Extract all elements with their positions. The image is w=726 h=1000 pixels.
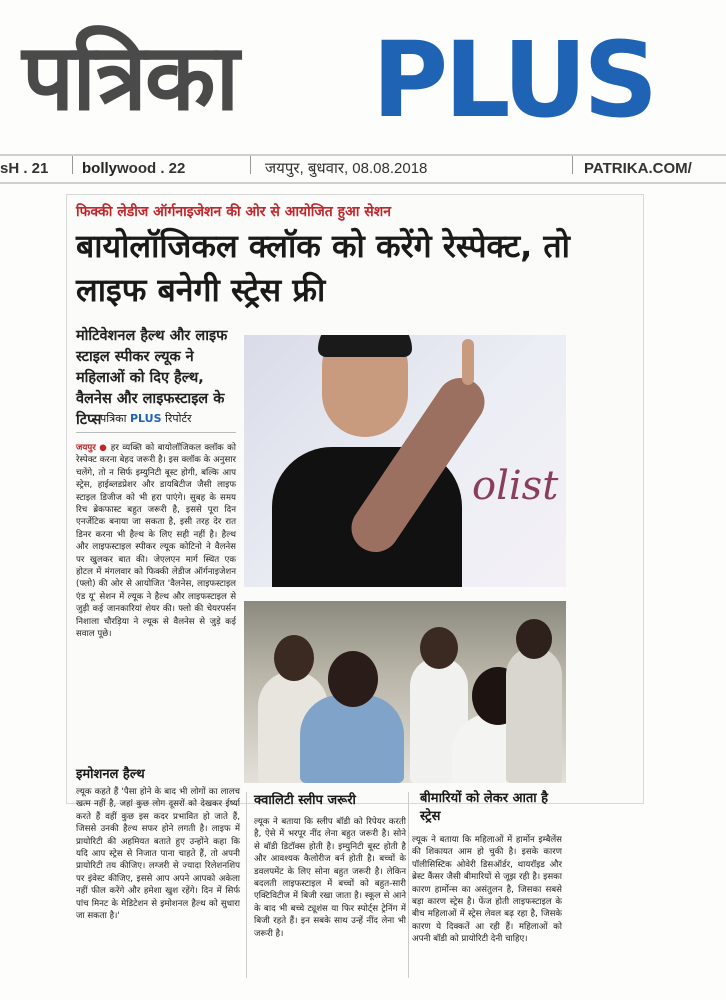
strip-section-part-b: wood . 22 xyxy=(117,160,186,177)
photo-figure-finger xyxy=(462,339,474,385)
column-divider xyxy=(408,792,409,978)
photo-figure-hair xyxy=(318,335,412,357)
audience-photo xyxy=(244,601,566,783)
strip-date: जयपुर, बुधवार, 08.08.2018 xyxy=(265,160,428,177)
strip-divider xyxy=(72,156,73,174)
section-strip xyxy=(0,154,726,184)
strip-divider xyxy=(250,156,251,174)
dateline-bullet-icon: ● xyxy=(99,443,108,453)
article-kicker: फिक्की लेडीज ऑर्गनाइजेशन की ओर से आयोजित हुआ सेशन xyxy=(76,204,392,220)
strip-section-part-a: bolly xyxy=(82,160,118,177)
byline-role: रिपोर्टर xyxy=(165,412,192,425)
strip-left-fragment: sH . 21 xyxy=(0,160,49,177)
brand-logo-plus: PLUS xyxy=(372,19,655,141)
photo-person-head xyxy=(328,651,378,707)
body-column-1 xyxy=(76,442,236,641)
byline-plus: PLUS xyxy=(129,412,162,425)
brand-logo-hindi: पत्रिका xyxy=(22,24,238,131)
body-column-stress: ल्यूक ने बताया कि महिलाओं में हार्मोन इम्बैलेंस की शिकायत आम हो चुकी है। इसके कारण पॉलीसिस्टिक ओवेरी डिसऑर्डर, थायरॉइड और ब्रेस्ट कैंसर जैसी बीमारियों से जूझ रही है। इसका कारण हार्मोन्स का असंतुलन है, जिसका सबसे बड़ा कारण स्ट्रेस है। फेंज होती लाइफस्टाइल के बीच महिलाओं में स्ट्रेस लेवल बढ़ रहा है, जिसके कारण ये दिक्कतें आ रही हैं। महिलाओं को अपनी बॉडी को प्रायोरिटी देनी चाहिए। xyxy=(412,835,562,945)
article-deck: मोटिवेशनल हैल्थ और लाइफ स्टाइल स्पीकर ल्यूक ने महिलाओं को दिए हैल्थ, वैलनेस और लाइफस्टाइल के टिप्स xyxy=(76,328,228,428)
photo-backdrop-text: olist xyxy=(472,463,559,509)
strip-section xyxy=(82,156,185,182)
subheading-emotional-health: इमोशनल हैल्थ xyxy=(76,767,145,782)
strip-site: PATRIKA.COM/ xyxy=(584,160,692,177)
body-text-intro: हर व्यक्ति को बायोलॉजिकल क्लॉक को रेस्पेक्ट करना बेहद जरूरी है। इस क्लॉक के अनुसार चलेंगे, तो न सिर्फ इम्युनिटी बूस्ट होगी, बल्कि आप स्ट्रेस, हाईब्लडप्रेशर और डायबिटीज जैसी लाइफ स्टाइल डिजीज को भी हरा पाएंगे। सुबह के समय रिच ब्रेकफास्ट बहुत जरूरी है, इससे पूरा दिन एनर्जेटिक बनाया जा सकता है, इसी तरह देर रात डिनर करना भी हैल्थ के लिए सही नहीं है। हैल्थ और लाइफस्टाइल स्पीकर ल्यूक कोटिनो ने वैलनेस पर खुलकर बात की। जेएलएन मार्ग स्थित एक होटल में मंगलवार को फिक्की लेडीज ऑर्गनाइजेशन (फ्लो) की ओर से आयोजित 'वैलनेस, लाइफस्टाइल एंड यू' सेशन में ल्यूक ने हैल्थ और लाइफस्टाइल से जुड़ी कई जानकारियां शेयर की। फ्लो की चेयरपर्सन निशाला चौरड़िया ने ल्यूक से वैलनेस से जुड़े कई सवाल पूछे। xyxy=(76,443,237,640)
byline-divider xyxy=(76,432,236,433)
photo-person xyxy=(506,647,562,783)
column-divider xyxy=(246,792,247,978)
body-column-quality-sleep: ल्यूक ने बताया कि स्लीप बॉडी को रिपेयर करती है, ऐसे में भरपूर नींद लेना बहुत जरूरी है। सोने से बॉडी डिटॉक्स होती है। इम्युनिटी बूस्ट होती है और आवश्यक कैलोरीज बर्न होती है। बच्चों के डवलपमेंट के लिए सोना बहुत जरूरी है। लेकिन बदलती लाइफस्टाइल में बच्चों को बहुत-सारी एक्टिविटीज में बिजी रखा जाता है। स्कूल से आने के बाद भी बच्चे ट्यूशंस या फिर स्पोर्ट्स ट्रेनिंग में बिजी रहते हैं। इन सबके साथ उन्हें नींद लेना भी जरूरी है। xyxy=(254,817,406,939)
byline-name: पत्रिका xyxy=(100,412,127,425)
speaker-photo xyxy=(244,335,566,587)
article-headline: बायोलॉजिकल क्लॉक को करेंगे रेस्पेक्ट, तो लाइफ बनेगी स्ट्रेस फ्री xyxy=(76,227,570,309)
byline xyxy=(100,411,192,426)
masthead xyxy=(0,0,726,148)
strip-divider xyxy=(572,156,573,174)
body-column-emotional-health: ल्यूक कहते हैं 'पैसा होने के बाद भी लोगों का लालच खत्म नहीं है, जहां कुछ लोग दूसरों को देखकर ईर्ष्या करते हैं वहीं कुछ इस कदर प्रभावित हो जाते हैं, जिससे उनकी हैल्थ सफर होने लगती है। लाइफ में प्रायोरिटी की अहमियत बताते हुए उन्होंने कहा कि यदि आप स्ट्रेस से निजात पाना चाहते हैं, तो अपनी प्रायोरिटी तय कीजिए। लग्जरी से ज्यादा रिलेशनशिप पर इंवेस्ट कीजिए, इससे आप अपने आपको अकेला नहीं फील करेंगे और हमेशा खुश रहेंगे। दिन में सिर्फ पांच मिनट के मेडिटेशन से इमोशनल हैल्थ को सुधारा जा सकता है।' xyxy=(76,787,240,922)
photo-person xyxy=(300,695,404,783)
subheading-quality-sleep: क्वालिटी स्लीप जरूरी xyxy=(254,793,356,808)
photo-person-head xyxy=(516,619,552,659)
photo-person-head xyxy=(274,635,314,681)
subheading-stress-diseases: बीमारियों को लेकर आता है स्ट्रेस xyxy=(420,791,549,824)
photo-person-head xyxy=(420,627,458,669)
dateline: जयपुर xyxy=(76,443,96,453)
